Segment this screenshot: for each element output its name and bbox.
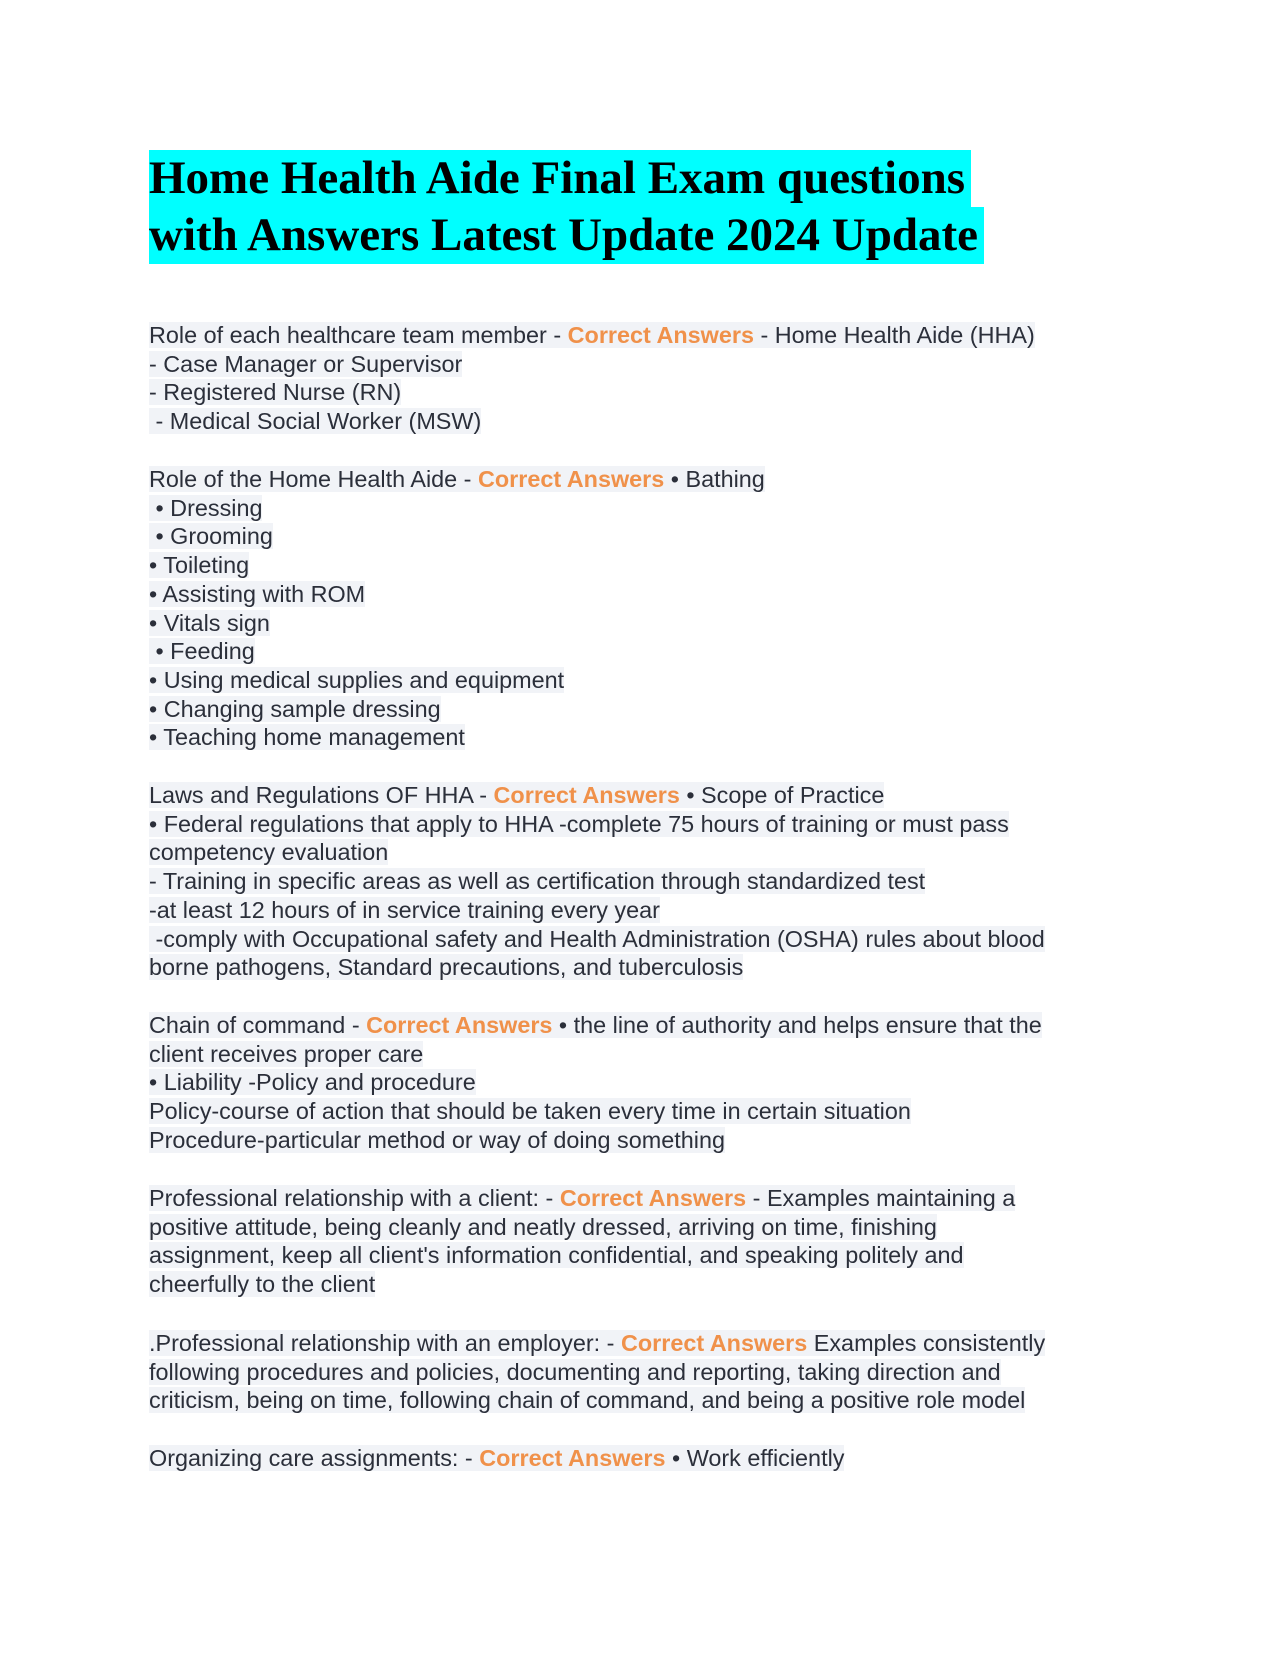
correct-answers-label: Correct Answers [567, 322, 754, 348]
question-text: Role of each healthcare team member - [149, 322, 568, 348]
title-line-2: with Answers Latest Update 2024 Update [149, 207, 984, 264]
answer-line: • Vitals sign [149, 609, 270, 636]
qa-block [149, 1444, 1149, 1473]
question-text: Chain of command - [149, 1012, 367, 1038]
answer-line: - Case Manager or Supervisor [149, 350, 463, 377]
question-text: Laws and Regulations OF HHA - [149, 782, 494, 808]
question-text: Professional relationship with a client: - [149, 1185, 560, 1211]
correct-answers-label: Correct Answers [559, 1185, 747, 1211]
answer-line: -at least 12 hours of in service training every year [149, 896, 660, 923]
answer-line: cheerfully to the client [149, 1271, 376, 1298]
answer-line: • Changing sample dressing [149, 695, 441, 722]
answer-line: client receives proper care [149, 1040, 424, 1067]
answer-text: - Examples maintaining a [746, 1185, 1016, 1211]
answer-line: following procedures and policies, documenting and reporting, taking direction and [149, 1358, 1001, 1385]
qa-block [149, 1011, 1149, 1155]
answer-line: Policy-course of action that should be taken every time in certain situation [149, 1098, 911, 1125]
answer-line: • Dressing [149, 494, 263, 521]
qa-block [149, 465, 1149, 752]
answer-text: Examples consistently [807, 1330, 1046, 1356]
answer-line: • Federal regulations that apply to HHA -complete 75 hours of training or must pass [149, 810, 1009, 837]
answer-text: • Work efficiently [665, 1445, 845, 1471]
question-text: Organizing care assignments: - [149, 1445, 480, 1471]
qa-block [149, 1329, 1149, 1415]
question-text: Role of the Home Health Aide - [149, 466, 478, 492]
title-line-1: Home Health Aide Final Exam questions [149, 150, 971, 207]
answer-line: positive attitude, being cleanly and neatly dressed, arriving on time, finishing [149, 1213, 937, 1240]
answer-line: Procedure-particular method or way of doing something [149, 1126, 725, 1153]
qa-block [149, 781, 1149, 982]
answer-line: • Grooming [149, 523, 273, 550]
answer-line: competency evaluation [149, 839, 389, 866]
answer-text: • Scope of Practice [679, 782, 885, 808]
answer-line: - Medical Social Worker (MSW) [149, 408, 482, 435]
question-text: .Professional relationship with an employer: - [149, 1330, 621, 1356]
correct-answers-label: Correct Answers [477, 466, 665, 492]
correct-answers-label: Correct Answers [366, 1012, 553, 1038]
answer-line: • Toileting [149, 552, 250, 579]
answer-text: • the line of authority and helps ensure that the [552, 1012, 1042, 1038]
document-title [149, 150, 984, 264]
qa-block [149, 321, 1149, 436]
answer-line: • Feeding [149, 638, 255, 665]
answer-line: -comply with Occupational safety and Health Administration (OSHA) rules about blood [149, 925, 1045, 952]
answer-line: • Teaching home management [149, 724, 465, 751]
answer-text: • Bathing [664, 466, 765, 492]
answer-line: criticism, being on time, following chain of command, and being a positive role model [149, 1387, 1026, 1414]
qa-block [149, 1184, 1149, 1299]
answer-line: - Training in specific areas as well as certification through standardized test [149, 868, 926, 895]
correct-answers-label: Correct Answers [479, 1445, 666, 1471]
answer-text: - Home Health Aide (HHA) [753, 322, 1035, 348]
answer-line: • Assisting with ROM [149, 580, 366, 607]
correct-answers-label: Correct Answers [493, 782, 680, 808]
correct-answers-label: Correct Answers [620, 1330, 808, 1356]
answer-line: - Registered Nurse (RN) [149, 379, 402, 406]
answer-line: • Using medical supplies and equipment [149, 666, 565, 693]
answer-line: borne pathogens, Standard precautions, and tuberculosis [149, 954, 744, 981]
answer-line: assignment, keep all client's information confidential, and speaking politely and [149, 1242, 964, 1269]
answer-line: • Liability -Policy and procedure [149, 1069, 476, 1096]
